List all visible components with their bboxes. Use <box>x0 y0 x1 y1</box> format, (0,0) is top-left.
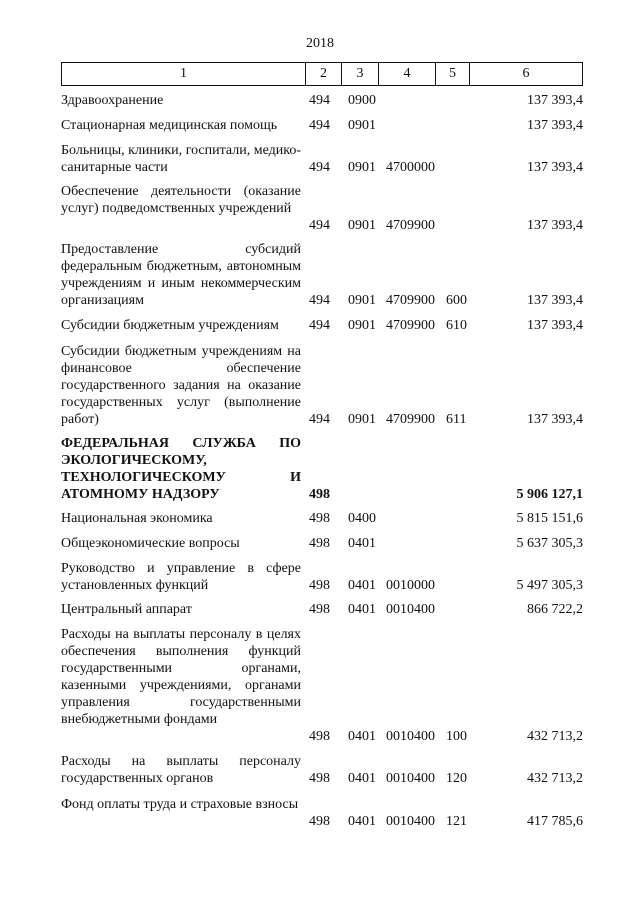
cell-expense-type: 611 <box>446 412 467 427</box>
cell-ministry-code: 494 <box>309 93 330 108</box>
cell-expense-type: 100 <box>446 729 467 744</box>
cell-section-code: 0401 <box>348 536 376 551</box>
cell-section-code: 0901 <box>348 318 376 333</box>
row-description: Национальная экономика <box>61 511 213 526</box>
cell-target-code: 4709900 <box>386 218 435 233</box>
table-row <box>61 317 583 334</box>
row-description: Фонд оплаты труда и страховые взносы <box>61 797 299 812</box>
cell-section-code: 0901 <box>348 293 376 308</box>
cell-section-code: 0900 <box>348 93 376 108</box>
cell-section-code: 0401 <box>348 729 376 744</box>
cell-amount: 432 713,2 <box>527 729 583 744</box>
page-number: 2018 <box>306 36 334 51</box>
row-description: Общеэкономические вопросы <box>61 536 240 551</box>
row-description: Центральный аппарат <box>61 602 192 617</box>
table-header <box>61 62 583 86</box>
row-description: Больницы, клиники, госпитали, медико-санитарные части <box>61 143 301 175</box>
cell-target-code: 4700000 <box>386 160 435 175</box>
row-description: Руководство и управление в сфере установленных функций <box>61 561 301 593</box>
cell-amount: 137 393,4 <box>527 412 583 427</box>
table-row <box>61 560 583 594</box>
cell-amount: 5 906 127,1 <box>516 487 583 502</box>
cell-amount: 866 722,2 <box>527 602 583 617</box>
header-col-6: 6 <box>522 66 530 81</box>
row-description: Расходы на выплаты персоналу в целях обеспечения выполнения функций государственными органами, казенными учреждениями, органами управления государственными внебюджетными фондами <box>61 627 301 727</box>
cell-expense-type: 610 <box>446 318 467 333</box>
header-col-3: 3 <box>342 63 379 85</box>
row-description: ФЕДЕРАЛЬНАЯ СЛУЖБА ПО ЭКОЛОГИЧЕСКОМУ, ТЕХНОЛОГИЧЕСКОМУ И АТОМНОМУ НАДЗОРУ <box>61 436 301 502</box>
table-row <box>61 535 583 552</box>
cell-expense-type: 600 <box>446 293 467 308</box>
cell-amount: 417 785,6 <box>527 814 583 829</box>
cell-amount: 137 393,4 <box>527 293 583 308</box>
cell-section-code: 0400 <box>348 511 376 526</box>
cell-amount: 5 497 305,3 <box>516 578 583 593</box>
row-description: Субсидии бюджетным учреждениям <box>61 318 279 333</box>
row-description: Предоставление субсидий федеральным бюджетным, автономным учреждениям и иным некоммерческим организациям <box>61 242 301 308</box>
cell-section-code: 0901 <box>348 118 376 133</box>
table-row <box>61 753 583 787</box>
cell-ministry-code: 498 <box>309 771 330 786</box>
header-col-1: 1 <box>62 63 306 85</box>
cell-section-code: 0401 <box>348 814 376 829</box>
cell-amount: 432 713,2 <box>527 771 583 786</box>
table-row <box>61 142 583 176</box>
cell-target-code: 0010400 <box>386 771 435 786</box>
table-row <box>61 601 583 618</box>
cell-ministry-code: 494 <box>309 218 330 233</box>
cell-amount: 5 637 305,3 <box>516 536 583 551</box>
row-description: Расходы на выплаты персоналу государственных органов <box>61 754 301 786</box>
cell-ministry-code: 494 <box>309 293 330 308</box>
cell-target-code: 4709900 <box>386 412 435 427</box>
cell-amount: 137 393,4 <box>527 318 583 333</box>
cell-section-code: 0401 <box>348 771 376 786</box>
table-row <box>61 117 583 134</box>
cell-target-code: 4709900 <box>386 293 435 308</box>
row-description: Обеспечение деятельности (оказание услуг) подведомственных учреждений <box>61 184 301 216</box>
cell-ministry-code: 494 <box>309 118 330 133</box>
cell-expense-type: 121 <box>446 814 467 829</box>
table-row <box>61 92 583 109</box>
cell-ministry-code: 494 <box>309 160 330 175</box>
cell-amount: 137 393,4 <box>527 218 583 233</box>
cell-ministry-code: 494 <box>309 412 330 427</box>
table-row <box>61 510 583 527</box>
cell-section-code: 0901 <box>348 218 376 233</box>
row-description: Субсидии бюджетным учреждениям на финансовое обеспечение государственного задания на оказание государственных услуг (выполнение работ) <box>61 344 301 427</box>
cell-amount: 5 815 151,6 <box>516 511 583 526</box>
header-col-5: 5 <box>436 63 470 85</box>
table-row <box>61 241 583 309</box>
cell-ministry-code: 498 <box>309 729 330 744</box>
cell-ministry-code: 498 <box>309 487 330 502</box>
cell-target-code: 0010400 <box>386 814 435 829</box>
header-col-2: 2 <box>306 63 342 85</box>
cell-target-code: 0010400 <box>386 729 435 744</box>
table-row <box>61 626 583 745</box>
row-description: Стационарная медицинская помощь <box>61 118 278 133</box>
cell-target-code: 0010400 <box>386 602 435 617</box>
cell-amount: 137 393,4 <box>527 118 583 133</box>
cell-target-code: 4709900 <box>386 318 435 333</box>
cell-ministry-code: 498 <box>309 578 330 593</box>
cell-section-code: 0901 <box>348 412 376 427</box>
table-row <box>61 183 583 234</box>
cell-section-code: 0401 <box>348 578 376 593</box>
cell-ministry-code: 498 <box>309 814 330 829</box>
cell-section-code: 0901 <box>348 160 376 175</box>
cell-ministry-code: 498 <box>309 602 330 617</box>
table-row <box>61 435 583 503</box>
cell-section-code: 0401 <box>348 602 376 617</box>
cell-ministry-code: 498 <box>309 511 330 526</box>
cell-ministry-code: 498 <box>309 536 330 551</box>
cell-amount: 137 393,4 <box>527 160 583 175</box>
row-description: Здравоохранение <box>61 93 164 108</box>
cell-amount: 137 393,4 <box>527 93 583 108</box>
header-col-4: 4 <box>379 63 436 85</box>
table-row <box>61 343 583 428</box>
table-row <box>61 796 583 830</box>
cell-expense-type: 120 <box>446 771 467 786</box>
cell-target-code: 0010000 <box>386 578 435 593</box>
cell-ministry-code: 494 <box>309 318 330 333</box>
